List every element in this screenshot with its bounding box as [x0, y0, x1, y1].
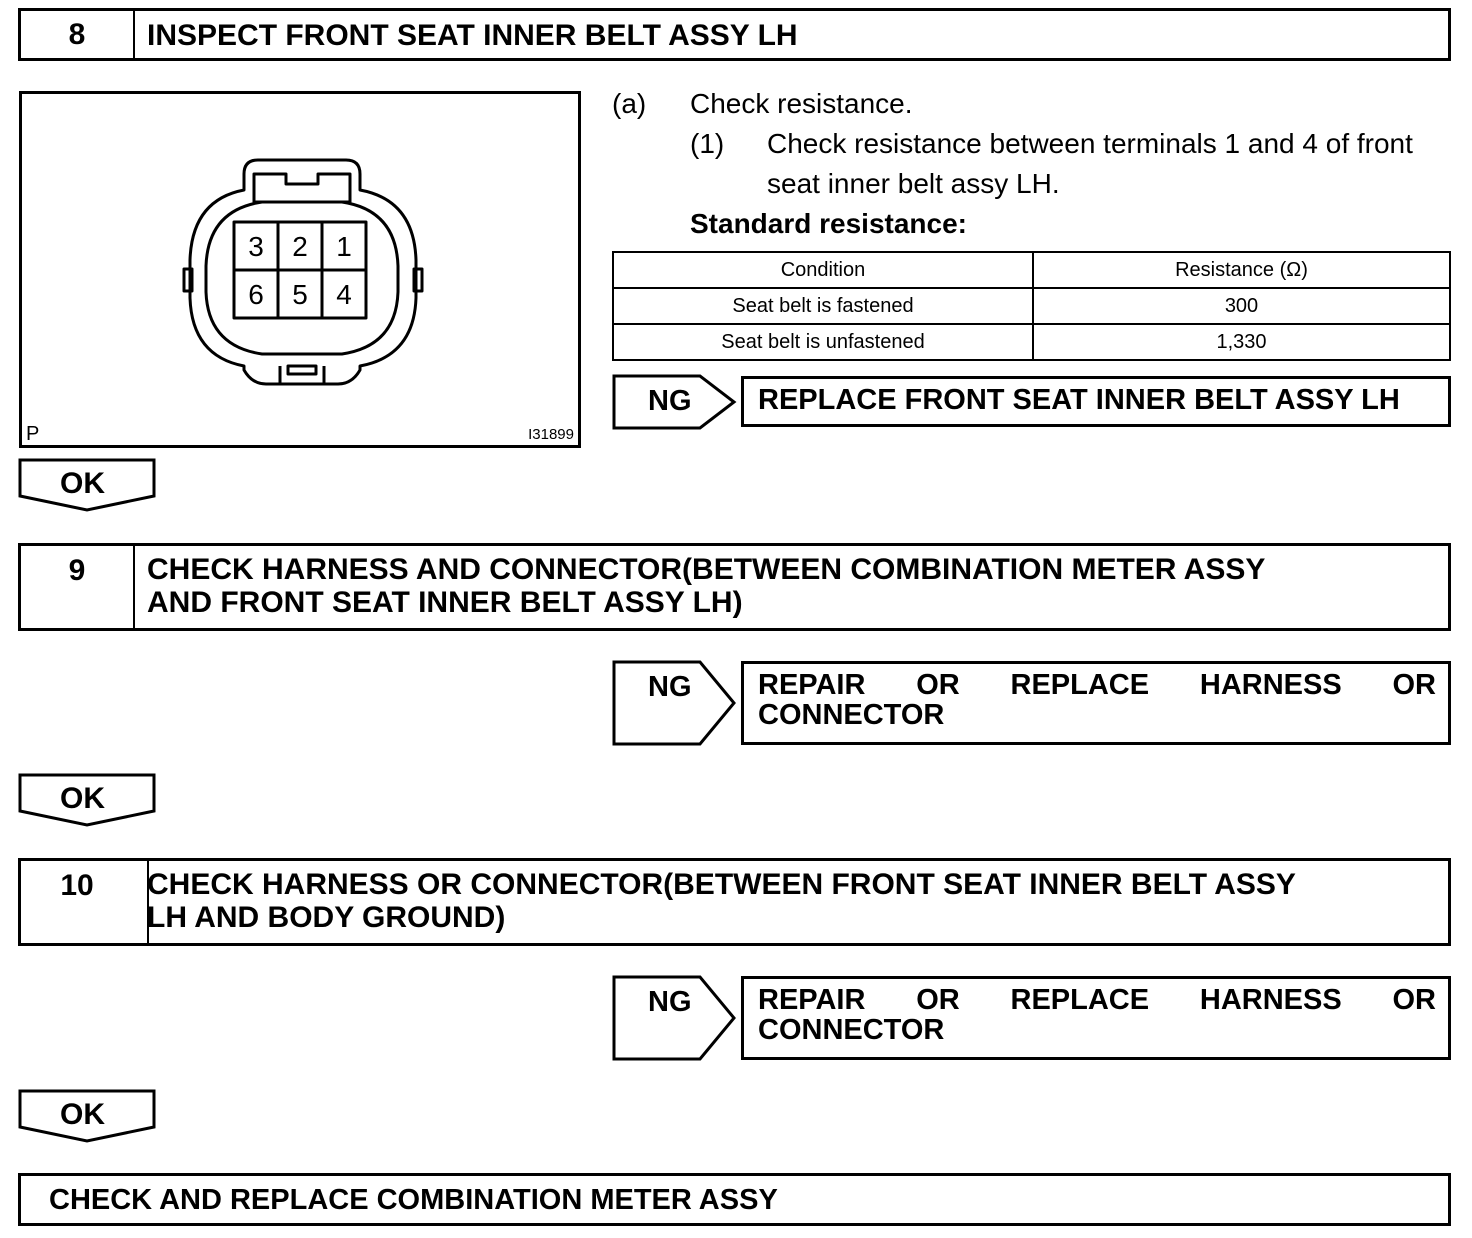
ng-label: NG — [648, 671, 692, 703]
header-resistance: Resistance (Ω) — [1033, 252, 1450, 288]
ok-label: OK — [60, 467, 105, 500]
header-condition: Condition — [613, 252, 1033, 288]
ng-action-text: REPLACE FRONT SEAT INNER BELT ASSY LH — [758, 384, 1400, 416]
resistance-table — [612, 251, 1451, 361]
ng-action-line1: REPAIR OR REPLACE HARNESS OR — [758, 669, 1436, 701]
step-number: 8 — [21, 11, 135, 58]
instruction-a-marker: (a) — [612, 88, 647, 119]
ng-action-line2: CONNECTOR — [758, 1014, 945, 1046]
ng-action-box — [741, 376, 1451, 427]
ok-label: OK — [60, 782, 105, 815]
step-8-header — [18, 8, 1451, 61]
table-header-row — [613, 252, 1450, 288]
step-title-line1: CHECK HARNESS OR CONNECTOR(BETWEEN FRONT SEAT INNER BELT ASSY — [147, 868, 1296, 901]
terminal-1-label: 1 — [336, 231, 352, 262]
connector-diagram — [22, 94, 578, 445]
terminal-3-label: 3 — [248, 231, 264, 262]
standard-resistance-label: Standard resistance: — [690, 208, 967, 239]
terminal-5-label: 5 — [292, 279, 308, 310]
instruction-1-line1: Check resistance between terminals 1 and 4 of front — [767, 128, 1413, 159]
step-title — [147, 553, 1438, 619]
ok-label: OK — [60, 1098, 105, 1131]
step-number: 9 — [21, 546, 135, 628]
step-10-header — [18, 858, 1451, 946]
instruction-1-marker: (1) — [690, 128, 725, 159]
connector-figure — [19, 91, 581, 448]
table-row — [613, 324, 1450, 360]
step-number: 10 — [21, 861, 149, 943]
ng-action-line1: REPAIR OR REPLACE HARNESS OR — [758, 984, 1436, 1016]
step-title-line2: LH AND BODY GROUND) — [147, 901, 506, 934]
step-title-line2: AND FRONT SEAT INNER BELT ASSY LH) — [147, 586, 743, 619]
step-title: INSPECT FRONT SEAT INNER BELT ASSY LH — [147, 19, 798, 52]
table-cell: 1,330 — [1033, 324, 1450, 360]
table-cell: 300 — [1033, 288, 1450, 324]
figure-corner-label: P — [26, 423, 40, 445]
instruction-a-text: Check resistance. — [690, 88, 913, 119]
figure-id: I31899 — [528, 426, 574, 443]
terminal-4-label: 4 — [336, 279, 352, 310]
ng-label: NG — [648, 986, 692, 1018]
ng-action-line2: CONNECTOR — [758, 699, 945, 731]
final-step-box — [18, 1173, 1451, 1226]
final-step-title: CHECK AND REPLACE COMBINATION METER ASSY — [49, 1184, 778, 1216]
ng-action-box — [741, 976, 1451, 1060]
ng-label: NG — [648, 385, 692, 417]
ng-action-box — [741, 661, 1451, 745]
step-title — [147, 868, 1438, 934]
instruction-1-line2: seat inner belt assy LH. — [767, 168, 1060, 199]
table-cell: Seat belt is unfastened — [613, 324, 1033, 360]
terminal-2-label: 2 — [292, 231, 308, 262]
terminal-6-label: 6 — [248, 279, 264, 310]
step-title-line1: CHECK HARNESS AND CONNECTOR(BETWEEN COMBINATION METER ASSY — [147, 553, 1266, 586]
table-row — [613, 288, 1450, 324]
step-9-header — [18, 543, 1451, 631]
table-cell: Seat belt is fastened — [613, 288, 1033, 324]
